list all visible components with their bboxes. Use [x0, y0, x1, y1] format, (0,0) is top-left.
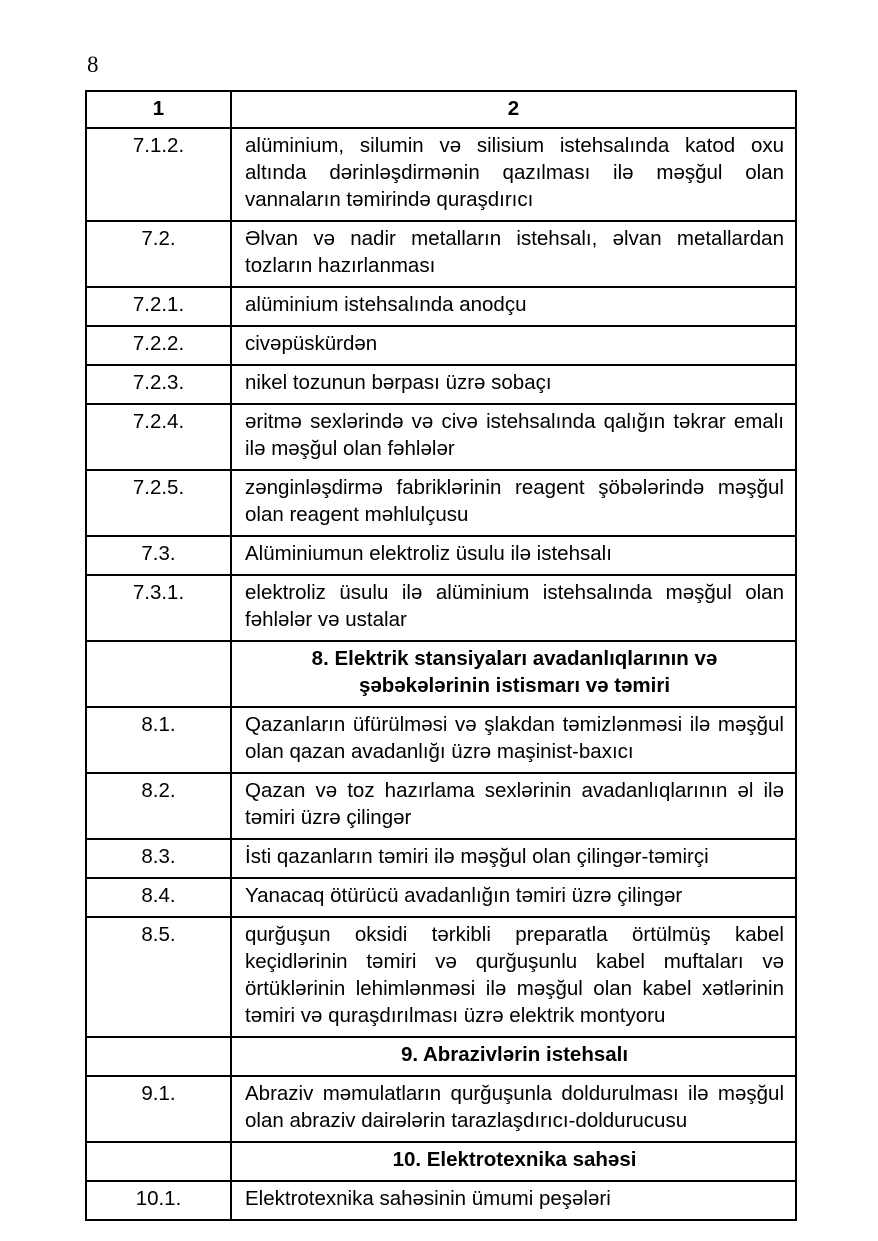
empty-code-cell — [86, 1142, 231, 1181]
row-code-cell: 8.2. — [86, 773, 231, 839]
row-text-cell: Əlvan və nadir metalların istehsalı, əlvan metallardan tozların hazırlanması — [231, 221, 796, 287]
table-row — [86, 287, 796, 326]
table-header-row — [86, 91, 796, 128]
table-row — [86, 1076, 796, 1142]
row-text-cell: Yanacaq ötürücü avadanlığın təmiri üzrə çilingər — [231, 878, 796, 917]
table-body — [86, 128, 796, 1220]
row-text-cell: elektroliz üsulu ilə alüminium istehsalında məşğul olan fəhlələr və ustalar — [231, 575, 796, 641]
section-header-row — [86, 641, 796, 707]
table-row — [86, 707, 796, 773]
table-row — [86, 839, 796, 878]
row-text-cell: qurğuşun oksidi tərkibli preparatla örtülmüş kabel keçidlərinin təmiri və qurğuşunlu kabel muftaları və örtüklərinin lehimlənməsi ilə məşğul olan kabel xətlərinin təmiri və quraşdırılması üzrə elektrik montyoru — [231, 917, 796, 1037]
table-row — [86, 575, 796, 641]
column-header-1: 1 — [86, 91, 231, 128]
row-text-cell: civəpüskürdən — [231, 326, 796, 365]
empty-code-cell — [86, 641, 231, 707]
row-text-cell: alüminium istehsalında anodçu — [231, 287, 796, 326]
row-code-cell: 7.2.2. — [86, 326, 231, 365]
section-header-row — [86, 1037, 796, 1076]
column-header-2: 2 — [231, 91, 796, 128]
row-text-cell: İsti qazanların təmiri ilə məşğul olan çilingər-təmirçi — [231, 839, 796, 878]
row-text-cell: Qazanların üfürülməsi və şlakdan təmizlənməsi ilə məşğul olan qazan avadanlığı üzrə maşinist-baxıcı — [231, 707, 796, 773]
row-text-cell: Abraziv məmulatların qurğuşunla doldurulması ilə məşğul olan abraziv dairələrin tarazlaşdırıcı-doldurucusu — [231, 1076, 796, 1142]
row-code-cell: 8.3. — [86, 839, 231, 878]
table-row — [86, 221, 796, 287]
professions-table — [85, 90, 797, 1221]
row-code-cell: 7.2.4. — [86, 404, 231, 470]
table-row — [86, 470, 796, 536]
row-code-cell: 7.2.3. — [86, 365, 231, 404]
row-code-cell: 8.1. — [86, 707, 231, 773]
row-code-cell: 7.2. — [86, 221, 231, 287]
empty-code-cell — [86, 1037, 231, 1076]
section-title: 10. Elektrotexnika sahəsi — [231, 1142, 796, 1181]
row-text-cell: nikel tozunun bərpası üzrə sobaçı — [231, 365, 796, 404]
row-code-cell: 7.2.5. — [86, 470, 231, 536]
row-text-cell: zənginləşdirmə fabriklərinin reagent şöbələrində məşğul olan reagent məhlulçusu — [231, 470, 796, 536]
row-code-cell: 10.1. — [86, 1181, 231, 1220]
page-number: 8 — [87, 52, 99, 77]
row-code-cell: 7.3. — [86, 536, 231, 575]
table-row — [86, 365, 796, 404]
row-code-cell: 7.1.2. — [86, 128, 231, 221]
section-title: 9. Abrazivlərin istehsalı — [231, 1037, 796, 1076]
table-row — [86, 326, 796, 365]
table-row — [86, 917, 796, 1037]
table-row — [86, 773, 796, 839]
row-text-cell: alüminium, silumin və silisium istehsalında katod oxu altında dərinləşdirmənin qazılması ilə məşğul olan vannaların təmirində quraşdırıcı — [231, 128, 796, 221]
section-title: 8. Elektrik stansiyaları avadanlıqlarının və şəbəkələrinin istismarı və təmiri — [231, 641, 796, 707]
table-row — [86, 536, 796, 575]
row-code-cell: 8.4. — [86, 878, 231, 917]
row-text-cell: Alüminiumun elektroliz üsulu ilə istehsalı — [231, 536, 796, 575]
row-text-cell: əritmə sexlərində və civə istehsalında qalığın təkrar emalı ilə məşğul olan fəhlələr — [231, 404, 796, 470]
row-text-cell: Qazan və toz hazırlama sexlərinin avadanlıqlarının əl ilə təmiri üzrə çilingər — [231, 773, 796, 839]
table-row — [86, 128, 796, 221]
table-row — [86, 404, 796, 470]
table-row — [86, 1181, 796, 1220]
table-row — [86, 878, 796, 917]
row-code-cell: 7.3.1. — [86, 575, 231, 641]
section-header-row — [86, 1142, 796, 1181]
row-text-cell: Elektrotexnika sahəsinin ümumi peşələri — [231, 1181, 796, 1220]
row-code-cell: 7.2.1. — [86, 287, 231, 326]
row-code-cell: 8.5. — [86, 917, 231, 1037]
row-code-cell: 9.1. — [86, 1076, 231, 1142]
